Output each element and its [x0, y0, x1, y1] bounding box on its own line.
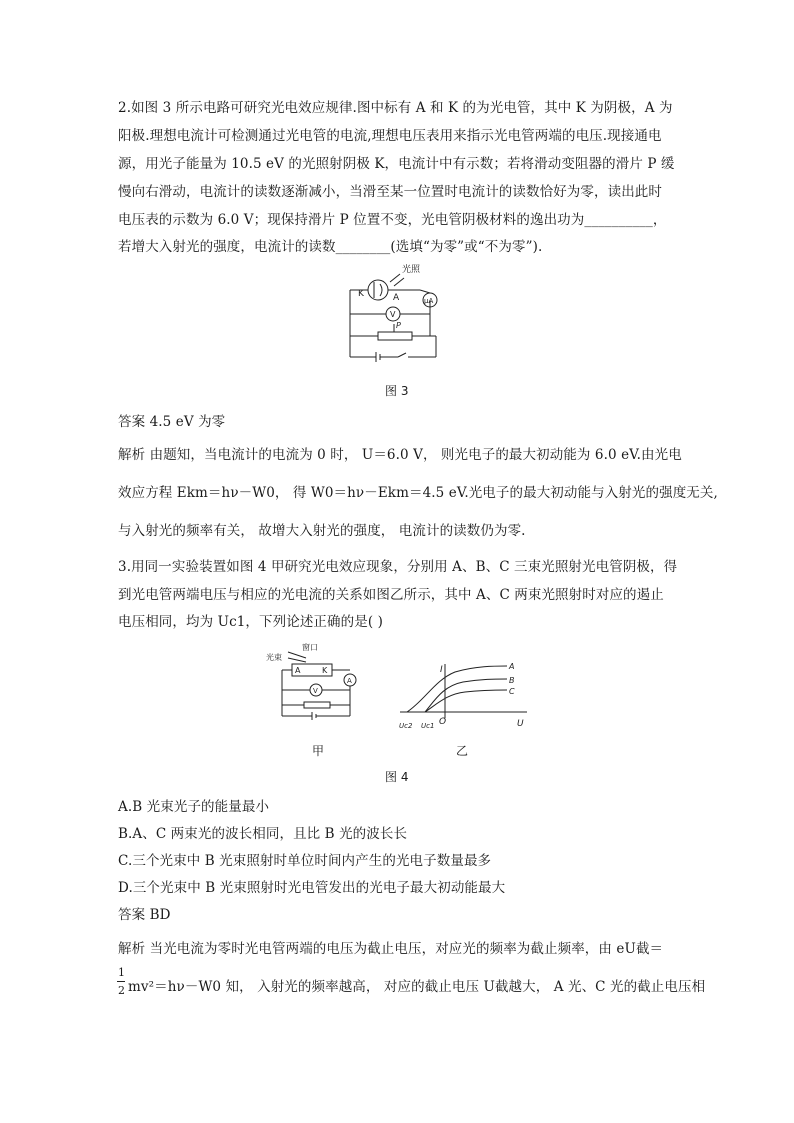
label-ammeter: A — [347, 677, 352, 685]
q2-line-1: 2.如图 3 所示电路可研究光电效应规律.图中标有 A 和 K 的为光电管，其中 K 为阴极，A 为 — [118, 100, 673, 116]
label-cathode: K — [322, 666, 328, 675]
label-uc2: Uc2 — [399, 722, 413, 730]
label-light: 光照 — [402, 265, 421, 275]
label-axis-U: U — [517, 719, 524, 729]
figure-3-circuit — [340, 262, 450, 368]
q3-answer: 答案 BD — [118, 907, 171, 923]
q3-option-d: D.三个光束中 B 光束照射时光电管发出的光电子最大初动能最大 — [118, 880, 506, 896]
q3-line-3: 电压相同，均为 Uc1，下列论述正确的是( ) — [118, 614, 383, 630]
q2-analysis-1: 解析 由题知，当电流计的电流为 0 时， U＝6.0 V， 则光电子的最大初动能为 6.0 eV.由光电 — [118, 447, 682, 463]
label-window: 窗口 — [302, 643, 318, 652]
label-curve-C: C — [509, 687, 515, 696]
label-curve-B: B — [509, 676, 515, 685]
q3-line-2: 到光电管两端电压与相应的光电流的关系如图乙所示，其中 A、C 两束光照射时对应的遏止 — [118, 587, 664, 603]
label-K: K — [358, 289, 364, 299]
q2-answer: 答案 4.5 eV 为零 — [118, 414, 226, 430]
q2-line-2: 阳极.理想电流计可检测通过光电管的电流,理想电压表用来指示光电管两端的电压.现接通电 — [118, 128, 662, 144]
figure-4-right-caption: 乙 — [456, 744, 469, 758]
label-voltmeter: V — [313, 687, 318, 695]
q3-option-c: C.三个光束中 B 光束照射时单位时间内产生的光电子数量最多 — [118, 853, 492, 869]
q3-option-a: A.B 光束光子的能量最小 — [118, 799, 270, 815]
photocell — [368, 280, 388, 300]
label-origin: O — [439, 717, 447, 727]
fraction-denominator: 2 — [118, 984, 125, 997]
q2-line-3: 源，用光子能量为 10.5 eV 的光照射阴极 K，电流计中有示数；若将滑动变阻器的滑片 P 缓 — [118, 156, 675, 172]
curve-A — [407, 666, 507, 712]
q3-analysis-2: mv²＝hν－W0 知， 入射光的频率越高， 对应的截止电压 U截越大， A 光、C 光的截止电压相 — [128, 979, 706, 995]
q2-line-4: 慢向右滑动，电流计的读数逐渐减小，当滑至某一位置时电流计的读数恰好为零，读出此时 — [118, 184, 662, 200]
label-anode: A — [295, 666, 301, 675]
label-uc1: Uc1 — [421, 722, 435, 730]
q3-option-b: B.A、C 两束光的波长相同，且比 B 光的波长长 — [118, 826, 408, 842]
figure-3-caption: 图 3 — [385, 384, 409, 398]
figure-4-right-graph — [395, 660, 535, 735]
label-axis-I: I — [440, 665, 443, 675]
q2-line-5: 电压表的示数为 6.0 V；现保持滑片 P 位置不变，光电管阴极材料的逸出功为__________， — [118, 212, 667, 228]
figure-4-caption: 图 4 — [385, 770, 409, 784]
label-voltmeter: V — [390, 310, 396, 319]
label-curve-A: A — [509, 662, 515, 671]
figure-4-left-circuit — [262, 638, 362, 728]
q2-analysis-3: 与入射光的频率有关， 故增大入射光的强度， 电流计的读数仍为零. — [118, 523, 526, 539]
figure-4-left-caption: 甲 — [312, 744, 325, 758]
q3-line-1: 3.用同一实验装置如图 4 甲研究光电效应现象，分别用 A、B、C 三束光照射光电管阴极，得 — [118, 559, 678, 575]
fraction-bar — [117, 981, 125, 982]
label-microammeter: μA — [424, 297, 434, 305]
q2-analysis-2: 效应方程 Ekm＝hν－W0， 得 W0＝hν－Ekm＝4.5 eV.光电子的最大初动能与入射光的强度无关, — [118, 485, 718, 501]
label-slider-P: P — [396, 321, 401, 330]
q2-line-6: 若增大入射光的强度，电流计的读数________(选填“为零”或“不为零”). — [118, 239, 543, 255]
q3-analysis-1: 解析 当光电流为零时光电管两端的电压为截止电压，对应光的频率为截止频率，由 eU截＝ — [118, 941, 664, 957]
label-beam: 光束 — [266, 653, 282, 662]
fraction-numerator: 1 — [118, 966, 125, 979]
label-A: A — [393, 293, 400, 303]
curve-C — [425, 690, 507, 712]
